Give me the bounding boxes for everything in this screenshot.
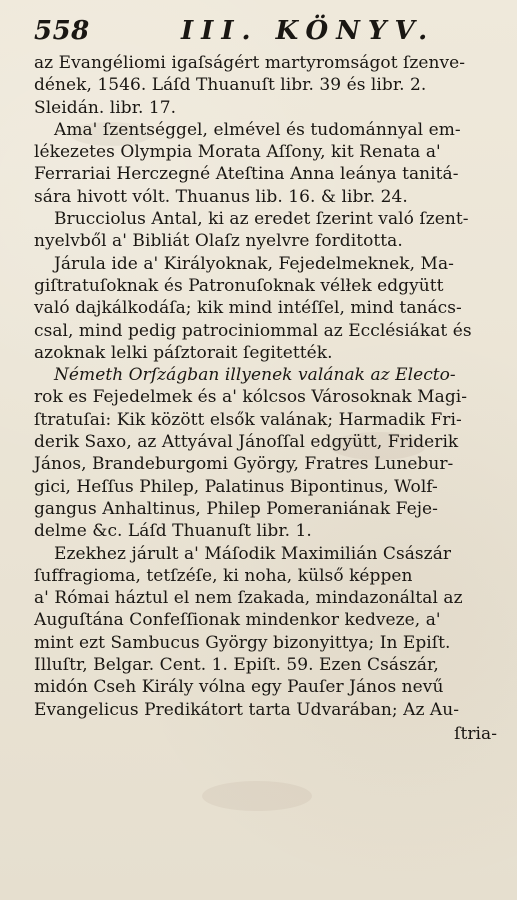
text-line: mint ezt Sambucus György bizonyittya; In Epiſt. <box>34 632 451 653</box>
body-text <box>34 52 497 892</box>
text-line: nyelvből a' Bibliát Olaſz nyelvre forditotta. <box>34 231 403 252</box>
page-header <box>34 16 483 54</box>
text-line: ſtratuſai: Kik között elsők valának; Harmadik Fri- <box>34 409 462 430</box>
text-line: Brucciolus Antal, ki az eredet ſzerint való ſzent- <box>54 209 469 230</box>
text-line: Auguſtána Confeſſionak mindenkor kedveze, a' <box>34 610 441 631</box>
text-line: Ezekhez járult a' Máſodik Maximilián Császár <box>54 543 452 564</box>
text-line: Ferrariai Herczegné Ateſtina Anna leánya tanitá- <box>34 164 459 185</box>
text-line: való dajkálkodáſa; kik mind intéſſel, mind tanács- <box>34 298 462 319</box>
text-line: ſuffragioma, tetſzéſe, ki noha, külső képpen <box>34 565 413 586</box>
text-line: gangus Anhaltinus, Philep Pomeraniának Feje- <box>34 498 438 519</box>
text-line: csal, mind pedig patrociniommal az Ecclésiákat és <box>34 320 472 341</box>
text-line: Ama' ſzentséggel, elmével és tudománnyal em- <box>54 119 461 140</box>
text-line: sára hivott vólt. Thuanus lib. 16. & libr. 24. <box>34 186 408 207</box>
text-line: Járula ide a' Királyoknak, Fejedelmeknek, Ma- <box>54 253 454 274</box>
catchword: ſtria- <box>454 723 497 744</box>
text-line: dének, 1546. Láſd Thuanuſt libr. 39 és libr. 2. <box>34 75 427 96</box>
text-line: rok es Fejedelmek és a' kólcsos Városoknak Magi- <box>34 387 468 408</box>
page-number: 558 <box>34 16 90 46</box>
text-line: azoknak lelki páſztorait ſegitették. <box>34 342 333 363</box>
text-line: gici, Heſſus Philep, Palatinus Bipontinus, Wolf- <box>34 476 438 497</box>
text-line: delme &c. Láſd Thuanuſt libr. 1. <box>34 521 312 542</box>
catchword-line <box>34 721 497 743</box>
text-line: a' Római háztul el nem ſzakada, mindazonáltal az <box>34 588 463 609</box>
text-line: lékezetes Olympia Morata Aſſony, kit Renata a' <box>34 142 441 163</box>
text-line: Németh Orſzágban illyenek valának az Electo- <box>54 365 456 386</box>
running-title: III. KÖNYV. <box>181 16 436 46</box>
text-line: Illuſtr, Belgar. Cent. 1. Epiſt. 59. Ezen Császár, <box>34 655 439 676</box>
text-line: derik Saxo, az Attyával Jánoſſal edgyütt, Friderik <box>34 432 459 453</box>
text-line: giſtratuſoknak és Patronuſoknak vélłek edgyütt <box>34 275 444 296</box>
text-line: Evangelicus Predikátort tarta Udvarában; Az Au- <box>34 699 460 720</box>
text-line: Sleidán. libr. 17. <box>34 97 177 118</box>
text-line: János, Brandeburgomi György, Fratres Lunebur- <box>34 454 454 475</box>
text-line: az Evangéliomi igaſságért martyromságot ſzenve- <box>34 53 466 73</box>
text-line: midón Cseh Király vólna egy Pauſer János nevű <box>34 677 444 698</box>
